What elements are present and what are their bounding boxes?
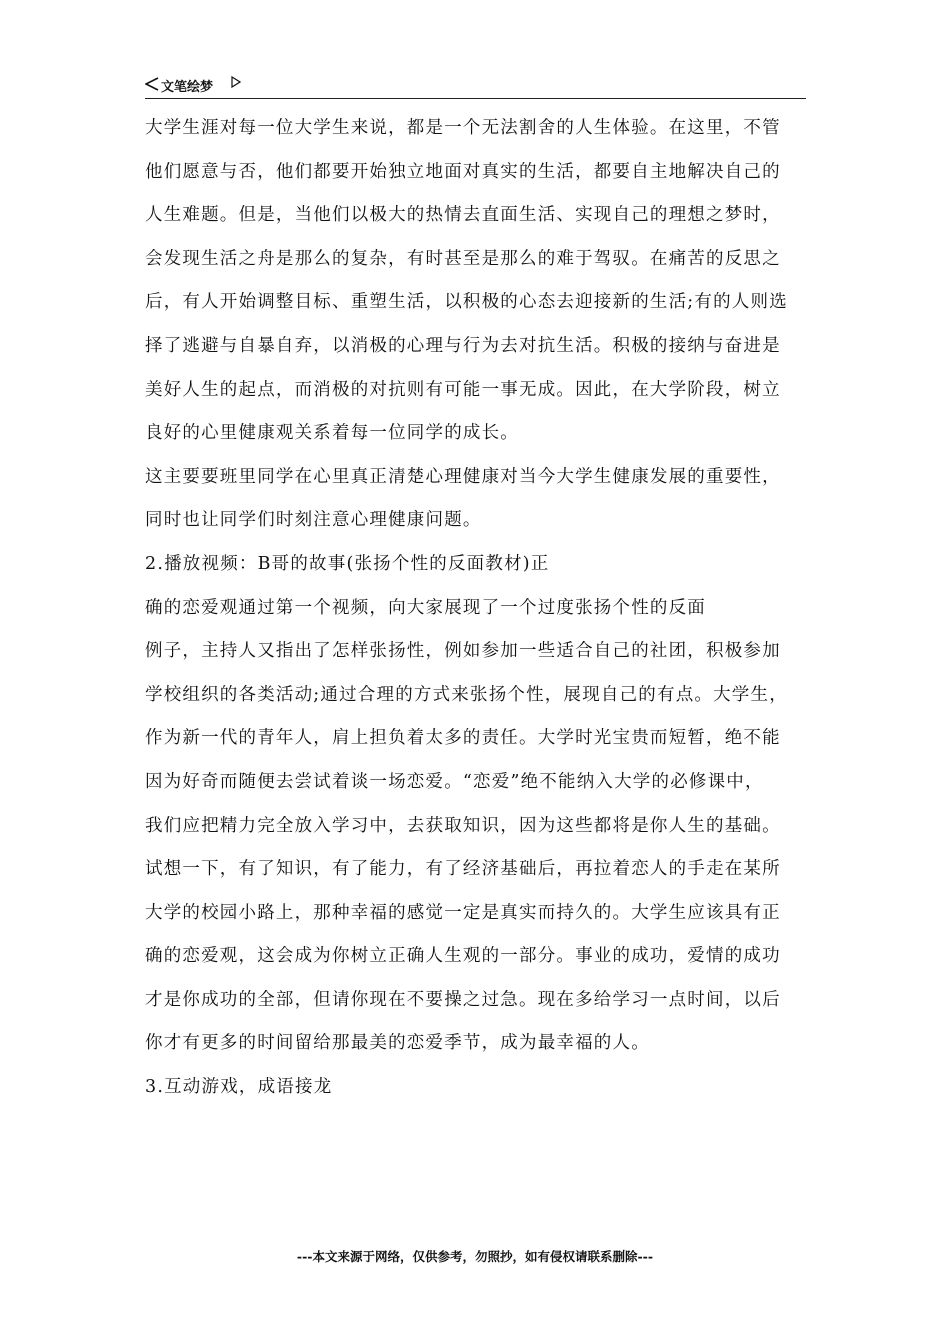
text-line: 择了逃避与自暴自弃，以消极的心理与行为去对抗生活。积极的接纳与奋进是 [145, 335, 781, 356]
triangle-left-icon [145, 77, 159, 91]
text-line: 同时也让同学们时刻注意心理健康问题。 [145, 510, 482, 531]
text-line: 确的恋爱观通过第一个视频，向大家展现了一个过度张扬个性的反面 [145, 597, 706, 618]
text-line: 这主要要班里同学在心里真正清楚心理健康对当今大学生健康发展的重要性， [145, 466, 781, 487]
document-body [145, 107, 810, 1110]
text-line: 才是你成功的全部，但请你现在不要操之过急。现在多给学习一点时间，以后 [145, 989, 781, 1010]
text-line: 你才有更多的时间留给那最美的恋爱季节，成为最幸福的人。 [145, 1033, 650, 1054]
paragraph [145, 107, 810, 456]
text-line: 2.播放视频：B哥的故事(张扬个性的反面教材)正 [145, 553, 550, 574]
text-line: 会发现生活之舟是那么的复杂，有时甚至是那么的难于驾驭。在痛苦的反思之 [145, 248, 781, 269]
text-line: 良好的心里健康观关系着每一位同学的成长。 [145, 423, 519, 444]
text-line: 后，有人开始调整目标、重塑生活，以积极的心态去迎接新的生活;有的人则选 [145, 292, 788, 313]
text-line: 作为新一代的青年人，肩上担负着太多的责任。大学时光宝贵而短暂，绝不能 [145, 728, 781, 749]
paragraph [145, 543, 810, 587]
text-line: 3.互动游戏，成语接龙 [145, 1077, 333, 1098]
paragraph [145, 456, 810, 543]
text-line: 试想一下，有了知识，有了能力，有了经济基础后，再拉着恋人的手走在某所 [145, 859, 781, 880]
text-line: 例子，主持人又指出了怎样张扬性，例如参加一些适合自己的社团，积极参加 [145, 641, 781, 662]
triangle-right-icon [231, 76, 241, 88]
text-line: 大学生涯对每一位大学生来说，都是一个无法割舍的人生体验。在这里，不管 [145, 118, 781, 138]
footer-disclaimer: ---本文来源于网络，仅供参考，勿照抄，如有侵权请联系删除--- [296, 1249, 654, 1264]
paragraph [145, 630, 810, 1066]
text-line: 我们应把精力完全放入学习中，去获取知识，因为这些都将是你人生的基础。 [145, 815, 781, 836]
page-header [145, 72, 806, 99]
paragraph [145, 1066, 810, 1110]
text-line: 因为好奇而随便去尝试着谈一场恋爱。“恋爱”绝不能纳入大学的必修课中， [145, 771, 764, 792]
paragraph [145, 587, 810, 631]
text-line: 美好人生的起点，而消极的对抗则有可能一事无成。因此，在大学阶段，树立 [145, 379, 781, 400]
text-line: 确的恋爱观，这会成为你树立正确人生观的一部分。事业的成功，爱情的成功 [145, 946, 781, 967]
header-brand: 文笔绘梦 [161, 80, 214, 95]
text-line: 大学的校园小路上，那种幸福的感觉一定是真实而持久的。大学生应该具有正 [145, 902, 781, 923]
text-line: 他们愿意与否，他们都要开始独立地面对真实的生活，都要自主地解决自己的 [145, 161, 781, 182]
text-line: 学校组织的各类活动;通过合理的方式来张扬个性，展现自己的有点。大学生， [145, 684, 788, 705]
text-line: 人生难题。但是，当他们以极大的热情去直面生活、实现自己的理想之梦时， [145, 205, 781, 226]
